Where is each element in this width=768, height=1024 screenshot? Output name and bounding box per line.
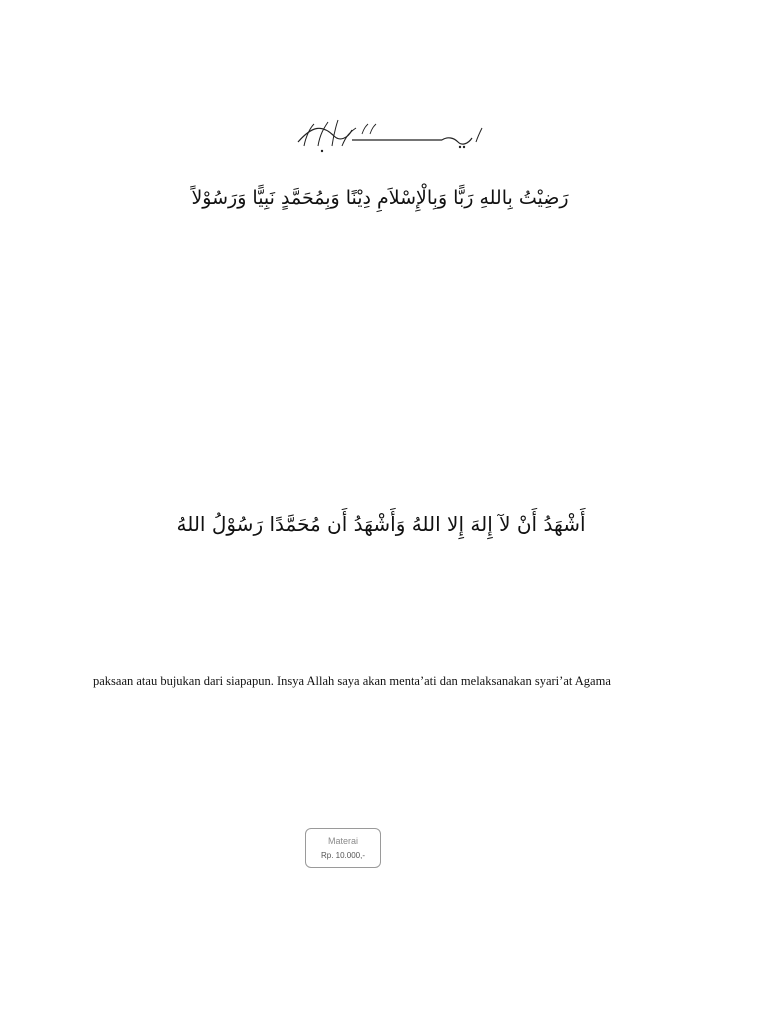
arabic-verse-syahadat: أَشْهَدُ أَنْ لآ إِلهَ إِلا اللهُ وَأَشْهَدُ أَن مُحَمَّدًا رَسُوْلُ اللهُ [176, 512, 586, 536]
materai-value: Rp. 10.000,- [320, 851, 366, 860]
materai-label: Materai [327, 836, 358, 846]
statement-text: paksaan atau bujukan dari siapapun. Insya Allah saya akan menta’ati dan melaksanakan syari’at Agama [93, 674, 611, 688]
arabic-verse-ridha: رَضِيْتُ بِاللهِ رَبًّا وَبِالْإِسْلاَمِ دِيْنًا وَبِمُحَمَّدٍ نَبِيًّا وَرَسُوْلاً [191, 187, 569, 209]
basmala-calligraphy [292, 116, 488, 156]
materai-stamp-box [305, 828, 381, 868]
